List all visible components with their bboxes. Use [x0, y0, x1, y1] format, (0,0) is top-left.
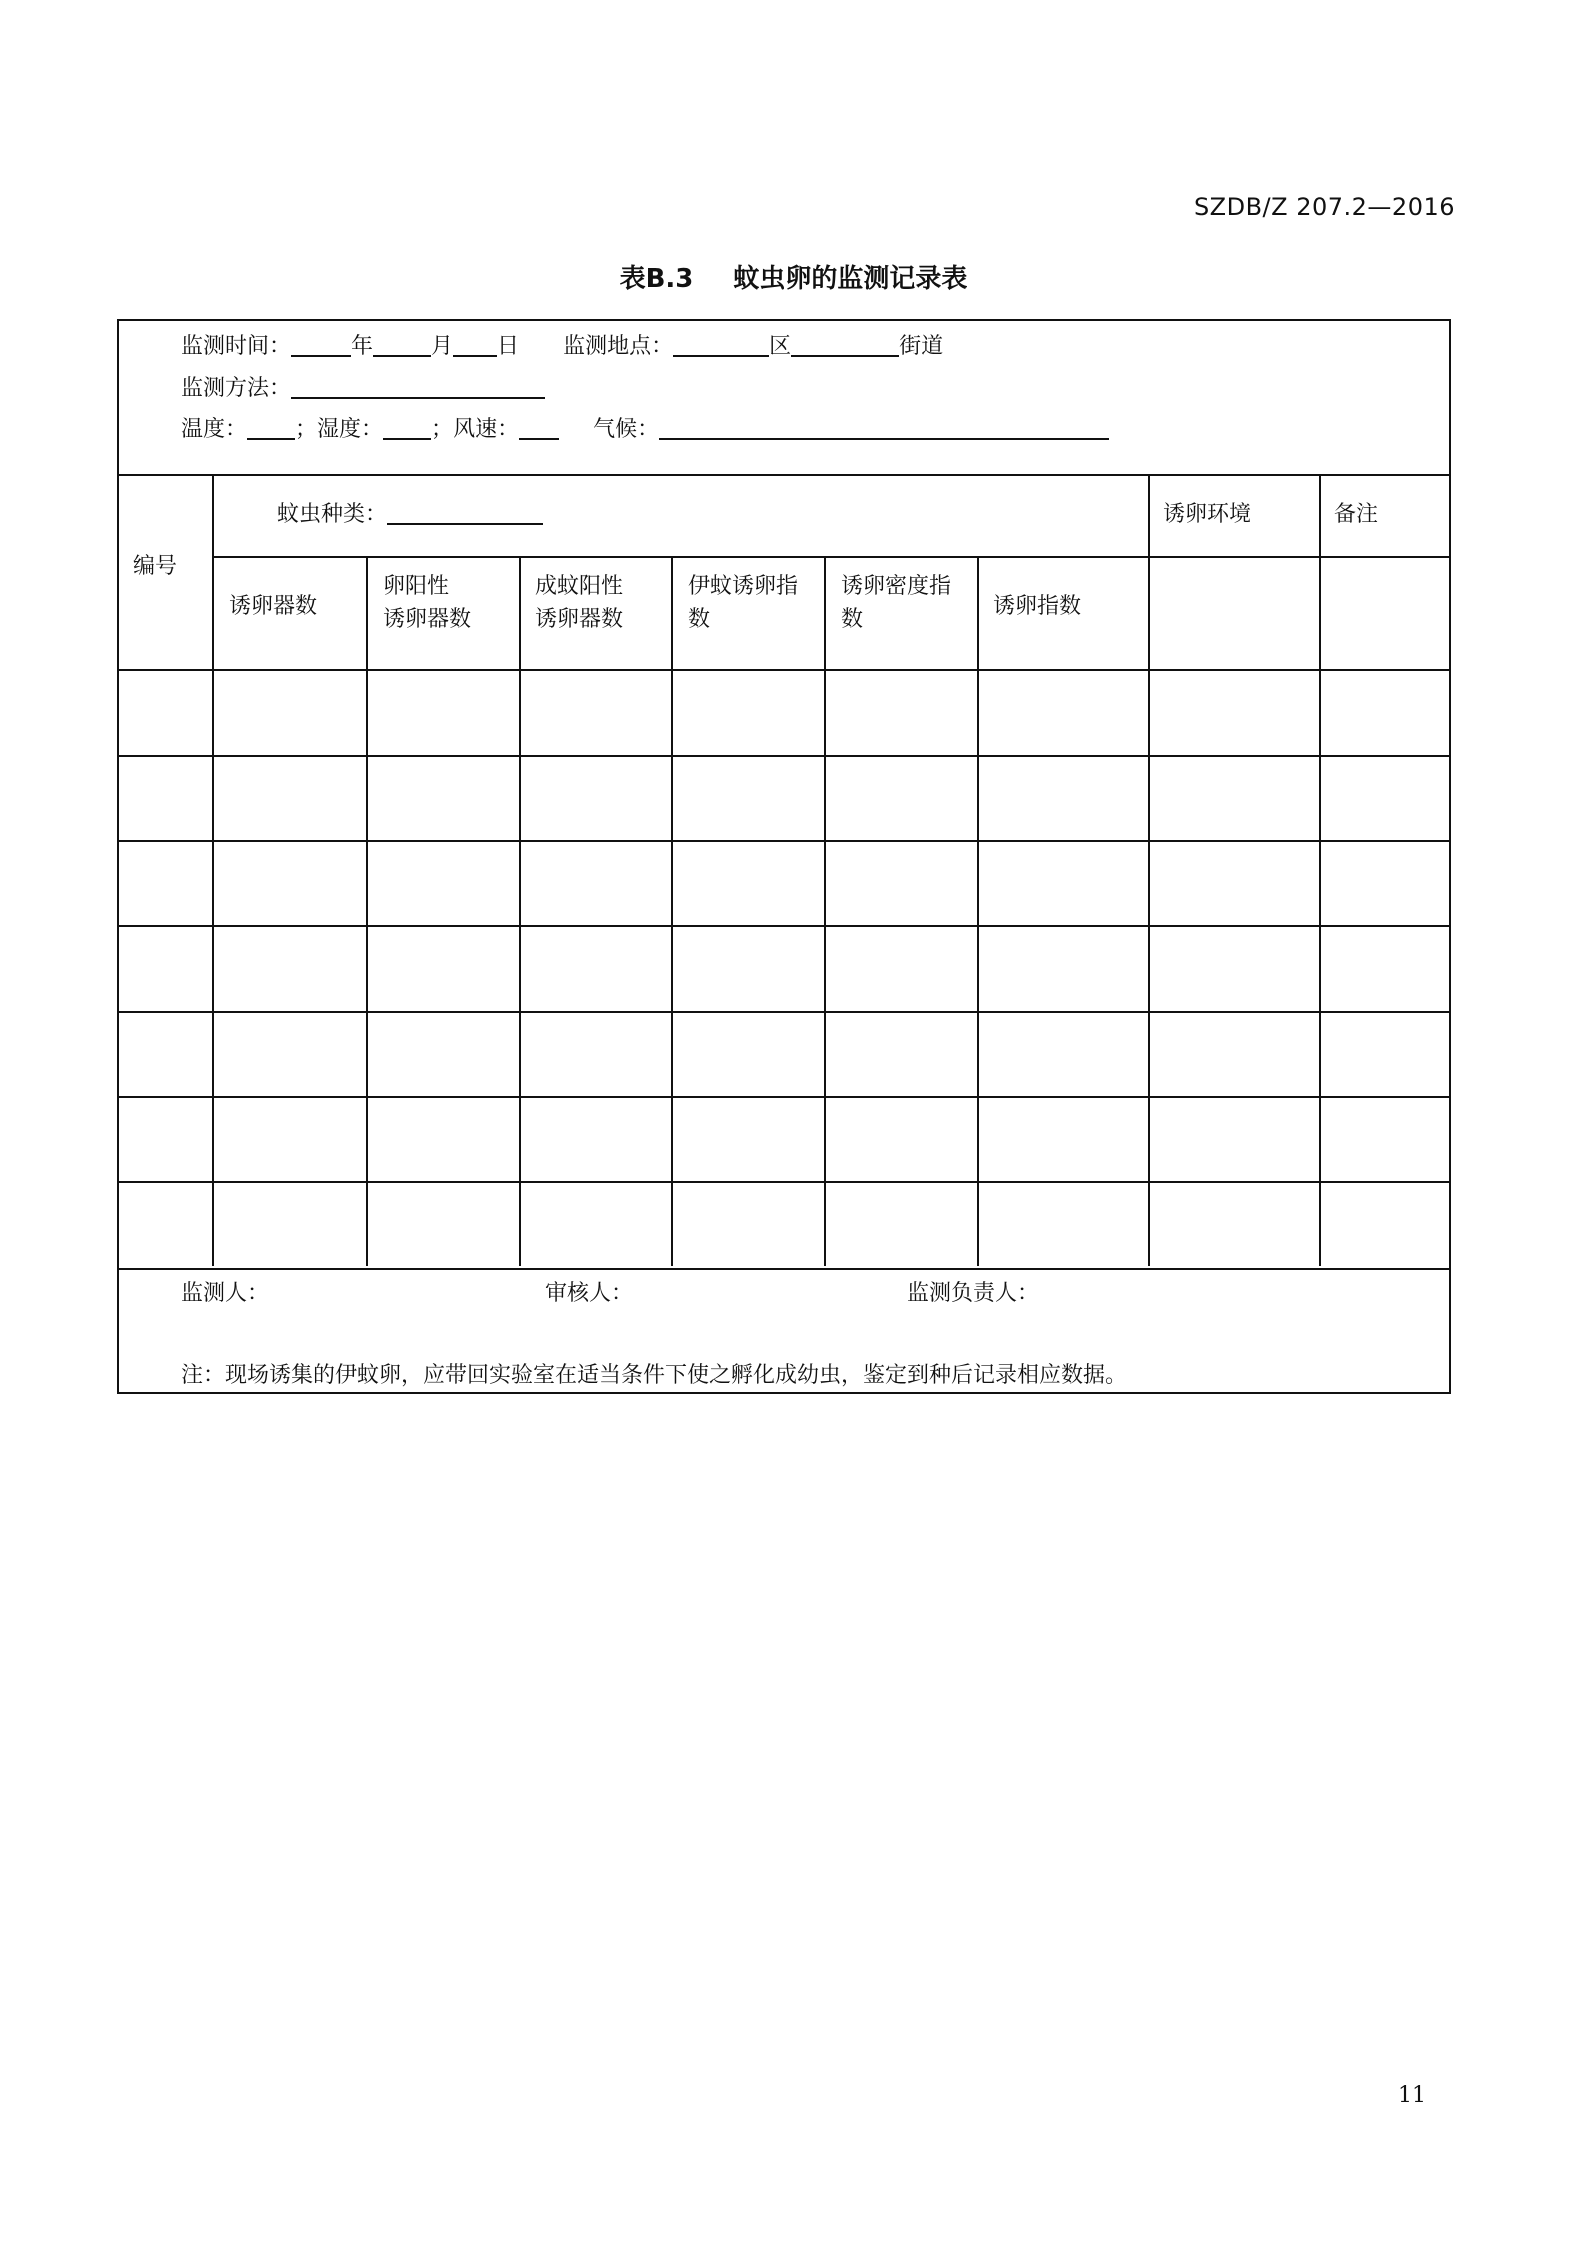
col-adult-positive-line1: 成蚊阳性: [535, 574, 624, 599]
grid-line: [1319, 476, 1321, 1266]
species-field[interactable]: [387, 501, 543, 525]
col-id-header: 编号: [133, 554, 178, 579]
year-label: 年: [351, 334, 374, 359]
table-title: [0, 258, 1587, 295]
year-field[interactable]: [291, 333, 351, 357]
weather-field[interactable]: [659, 416, 1109, 440]
district-label: 区: [769, 334, 792, 359]
species-line: [277, 498, 543, 531]
humidity-label: 湿度：: [317, 417, 384, 442]
weather-line: [181, 412, 1109, 443]
form-header: [119, 321, 1449, 476]
col-egg-positive: [383, 570, 471, 636]
species-label: 蚊虫种类：: [277, 502, 388, 527]
wind-label: 风速：: [453, 417, 520, 442]
separator: ；: [295, 417, 318, 442]
leader-label: 监测负责人：: [907, 1281, 1040, 1306]
col-egg-positive-line2: 诱卵器数: [383, 607, 472, 632]
col-aedes-index-line1: 伊蚊诱卵指: [688, 574, 799, 599]
wind-field[interactable]: [519, 416, 559, 440]
col-adult-positive: [535, 570, 623, 636]
grid-line: [977, 556, 979, 1266]
method-label: 监测方法：: [181, 376, 292, 401]
grid-line: [119, 1011, 1451, 1013]
method-field[interactable]: [291, 375, 545, 399]
grid-line: [824, 556, 826, 1266]
method-line: [181, 371, 545, 402]
day-field[interactable]: [453, 333, 497, 357]
col-trap-count: 诱卵器数: [229, 594, 318, 619]
col-aedes-index-line2: 数: [688, 607, 711, 632]
col-egg-positive-line1: 卵阳性: [383, 574, 450, 599]
grid-line: [119, 1096, 1451, 1098]
weather-label: 气候：: [593, 417, 660, 442]
col-ovitrap-index: 诱卵指数: [993, 594, 1082, 619]
footnote: 注：现场诱集的伊蚊卵，应带回实验室在适当条件下使之孵化成幼虫，鉴定到种后记录相应数据。: [181, 1363, 1128, 1388]
temperature-field[interactable]: [247, 416, 295, 440]
col-env-header: 诱卵环境: [1163, 502, 1252, 527]
col-density-index-line2: 数: [841, 607, 864, 632]
grid-line: [119, 1181, 1451, 1183]
record-form: [117, 319, 1451, 1394]
form-footer: [119, 1268, 1449, 1394]
col-density-index: [841, 570, 951, 636]
month-label: 月: [431, 334, 454, 359]
separator: ；: [431, 417, 454, 442]
district-field[interactable]: [673, 333, 769, 357]
street-field[interactable]: [791, 333, 899, 357]
data-grid: [119, 476, 1449, 1266]
grid-line: [119, 669, 1451, 671]
time-place-line: [181, 329, 943, 360]
grid-line: [212, 556, 1451, 558]
grid-line: [119, 925, 1451, 927]
month-field[interactable]: [373, 333, 431, 357]
grid-line: [519, 556, 521, 1266]
col-aedes-index: [688, 570, 798, 636]
document-number: SZDB/Z 207.2—2016: [1193, 193, 1455, 221]
monitor-label: 监测人：: [181, 1281, 270, 1306]
grid-line: [212, 476, 214, 1266]
grid-line: [1148, 476, 1150, 1266]
street-label: 街道: [899, 334, 944, 359]
table-number: 表B.3: [619, 264, 694, 294]
day-label: 日: [497, 334, 520, 359]
time-label: 监测时间：: [181, 334, 292, 359]
grid-line: [119, 840, 1451, 842]
col-adult-positive-line2: 诱卵器数: [535, 607, 624, 632]
grid-line: [671, 556, 673, 1266]
place-label: 监测地点：: [563, 334, 674, 359]
table-title-text: 蚊虫卵的监测记录表: [733, 264, 968, 294]
grid-line: [119, 755, 1451, 757]
temperature-label: 温度：: [181, 417, 248, 442]
grid-line: [366, 556, 368, 1266]
col-density-index-line1: 诱卵密度指: [841, 574, 952, 599]
page-number: 11: [1398, 2083, 1426, 2108]
reviewer-label: 审核人：: [545, 1281, 634, 1306]
col-remark-header: 备注: [1334, 502, 1379, 527]
humidity-field[interactable]: [383, 416, 431, 440]
